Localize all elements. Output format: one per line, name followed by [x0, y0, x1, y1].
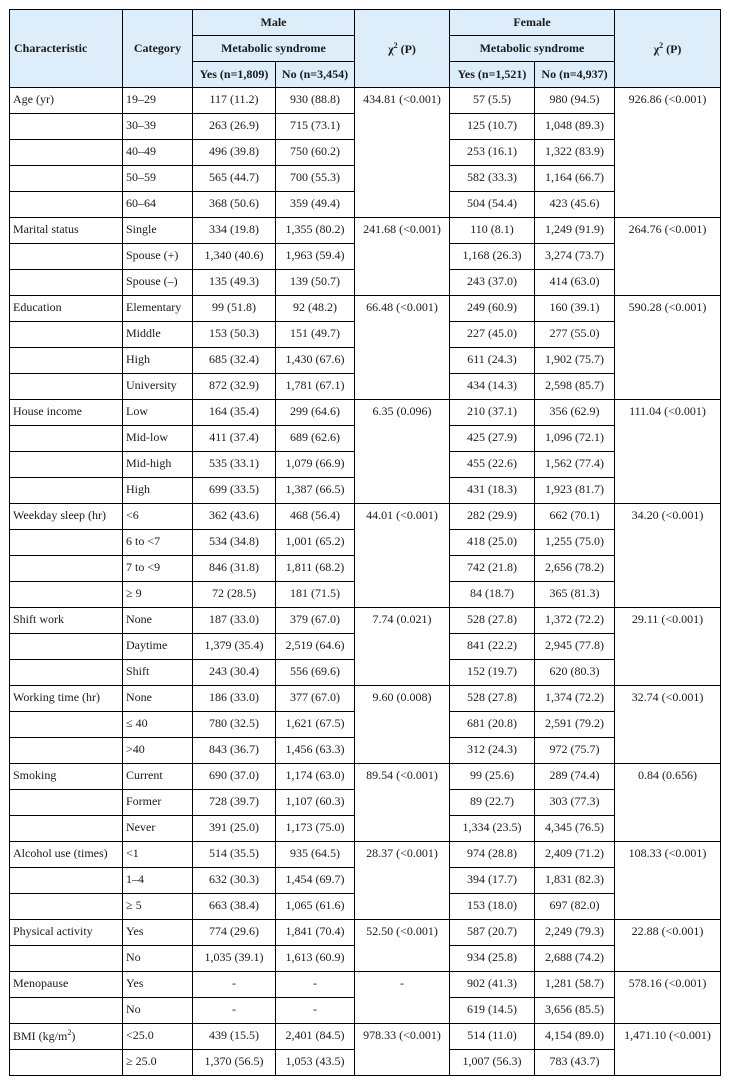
header-male-no: No (n=3,454)	[276, 62, 355, 88]
category-cell: <1	[123, 842, 193, 868]
category-cell: Daytime	[123, 634, 193, 660]
characteristic-cell: Shift work	[10, 608, 123, 634]
characteristic-cell: House income	[10, 400, 123, 426]
male-yes-cell: 514 (35.5)	[193, 842, 276, 868]
female-yes-cell: 227 (45.0)	[450, 322, 535, 348]
male-no-cell: 1,387 (66.5)	[276, 478, 355, 504]
characteristic-cell-empty	[10, 322, 123, 348]
category-cell: Current	[123, 764, 193, 790]
female-yes-cell: 434 (14.3)	[450, 374, 535, 400]
male-no-cell: 359 (49.4)	[276, 192, 355, 218]
header-characteristic: Characteristic	[10, 10, 123, 88]
male-chi-cell: -	[355, 972, 450, 1024]
category-cell: 19–29	[123, 88, 193, 114]
table-row	[10, 920, 721, 946]
characteristic-cell-empty	[10, 998, 123, 1024]
female-no-cell: 662 (70.1)	[535, 504, 615, 530]
male-no-cell: 1,454 (69.7)	[276, 868, 355, 894]
female-yes-cell: 89 (22.7)	[450, 790, 535, 816]
male-yes-cell: 153 (50.3)	[193, 322, 276, 348]
characteristic-cell: Physical activity	[10, 920, 123, 946]
category-cell: 7 to <9	[123, 556, 193, 582]
header-female: Female	[450, 10, 615, 36]
female-yes-cell: 125 (10.7)	[450, 114, 535, 140]
characteristic-cell-empty	[10, 816, 123, 842]
female-no-cell: 972 (75.7)	[535, 738, 615, 764]
male-yes-cell: 565 (44.7)	[193, 166, 276, 192]
male-no-cell: 1,841 (70.4)	[276, 920, 355, 946]
male-chi-cell: 241.68 (<0.001)	[355, 218, 450, 296]
male-no-cell: 377 (67.0)	[276, 686, 355, 712]
male-yes-cell: 187 (33.0)	[193, 608, 276, 634]
category-cell: High	[123, 348, 193, 374]
characteristic-cell-empty	[10, 946, 123, 972]
characteristic-cell: Education	[10, 296, 123, 322]
male-chi-cell: 89.54 (<0.001)	[355, 764, 450, 842]
male-no-cell: 1,811 (68.2)	[276, 556, 355, 582]
male-no-cell: 139 (50.7)	[276, 270, 355, 296]
characteristic-cell: Menopause	[10, 972, 123, 998]
female-yes-cell: 528 (27.8)	[450, 608, 535, 634]
female-no-cell: 1,562 (77.4)	[535, 452, 615, 478]
characteristic-cell: Age (yr)	[10, 88, 123, 114]
male-yes-cell: 534 (34.8)	[193, 530, 276, 556]
characteristic-cell: Working time (hr)	[10, 686, 123, 712]
male-yes-cell: 1,035 (39.1)	[193, 946, 276, 972]
header-female-chi: $\chi^2$ (P)	[615, 10, 721, 88]
female-yes-cell: 282 (29.9)	[450, 504, 535, 530]
characteristic-cell-empty	[10, 556, 123, 582]
category-cell: 40–49	[123, 140, 193, 166]
male-yes-cell: 164 (35.4)	[193, 400, 276, 426]
male-yes-cell: 843 (36.7)	[193, 738, 276, 764]
female-no-cell: 277 (55.0)	[535, 322, 615, 348]
female-yes-cell: 1,007 (56.3)	[450, 1050, 535, 1076]
female-yes-cell: 742 (21.8)	[450, 556, 535, 582]
category-cell: None	[123, 686, 193, 712]
category-cell: Single	[123, 218, 193, 244]
table-container	[9, 9, 721, 1076]
female-no-cell: 783 (43.7)	[535, 1050, 615, 1076]
male-no-cell: 92 (48.2)	[276, 296, 355, 322]
male-no-cell: 299 (64.6)	[276, 400, 355, 426]
characteristic-cell-empty	[10, 192, 123, 218]
female-yes-cell: 153 (18.0)	[450, 894, 535, 920]
female-yes-cell: 99 (25.6)	[450, 764, 535, 790]
characteristic-cell-empty	[10, 660, 123, 686]
characteristic-cell-empty	[10, 166, 123, 192]
header-female-no: No (n=4,937)	[535, 62, 615, 88]
female-no-cell: 1,255 (75.0)	[535, 530, 615, 556]
female-no-cell: 1,281 (58.7)	[535, 972, 615, 998]
category-cell: ≥ 9	[123, 582, 193, 608]
female-yes-cell: 1,334 (23.5)	[450, 816, 535, 842]
male-no-cell: 1,174 (63.0)	[276, 764, 355, 790]
male-yes-cell: 1,370 (56.5)	[193, 1050, 276, 1076]
category-cell: Mid-high	[123, 452, 193, 478]
male-yes-cell: 685 (32.4)	[193, 348, 276, 374]
female-no-cell: 980 (94.5)	[535, 88, 615, 114]
table-row	[10, 608, 721, 634]
characteristic-cell-empty	[10, 426, 123, 452]
category-cell: High	[123, 478, 193, 504]
female-chi-cell: 926.86 (<0.001)	[615, 88, 721, 218]
male-yes-cell: 663 (38.4)	[193, 894, 276, 920]
female-yes-cell: 210 (37.1)	[450, 400, 535, 426]
header-male: Male	[193, 10, 355, 36]
male-no-cell: 700 (55.3)	[276, 166, 355, 192]
category-cell: Middle	[123, 322, 193, 348]
female-yes-cell: 431 (18.3)	[450, 478, 535, 504]
female-chi-cell: 578.16 (<0.001)	[615, 972, 721, 1024]
female-chi-cell: 22.88 (<0.001)	[615, 920, 721, 972]
table-row	[10, 400, 721, 426]
characteristic-cell-empty	[10, 244, 123, 270]
category-cell: <25.0	[123, 1024, 193, 1050]
female-yes-cell: 243 (37.0)	[450, 270, 535, 296]
category-cell: Shift	[123, 660, 193, 686]
male-yes-cell: 846 (31.8)	[193, 556, 276, 582]
male-no-cell: 1,781 (67.1)	[276, 374, 355, 400]
male-yes-cell: 135 (49.3)	[193, 270, 276, 296]
female-no-cell: 2,688 (74.2)	[535, 946, 615, 972]
female-yes-cell: 934 (25.8)	[450, 946, 535, 972]
table-row	[10, 686, 721, 712]
female-yes-cell: 841 (22.2)	[450, 634, 535, 660]
category-cell: No	[123, 998, 193, 1024]
characteristic-cell-empty	[10, 868, 123, 894]
male-no-cell: 1,065 (61.6)	[276, 894, 355, 920]
male-yes-cell: 699 (33.5)	[193, 478, 276, 504]
female-yes-cell: 528 (27.8)	[450, 686, 535, 712]
male-yes-cell: 690 (37.0)	[193, 764, 276, 790]
female-no-cell: 423 (45.6)	[535, 192, 615, 218]
female-chi-cell: 590.28 (<0.001)	[615, 296, 721, 400]
male-no-cell: 930 (88.8)	[276, 88, 355, 114]
male-no-cell: 935 (64.5)	[276, 842, 355, 868]
category-cell: <6	[123, 504, 193, 530]
characteristic-cell-empty	[10, 140, 123, 166]
characteristic-cell-empty	[10, 478, 123, 504]
male-no-cell: 1,053 (43.5)	[276, 1050, 355, 1076]
characteristic-cell-empty	[10, 270, 123, 296]
category-cell: 6 to <7	[123, 530, 193, 556]
male-yes-cell: 496 (39.8)	[193, 140, 276, 166]
male-chi-cell: 28.37 (<0.001)	[355, 842, 450, 920]
male-no-cell: 2,519 (64.6)	[276, 634, 355, 660]
characteristic-cell-empty	[10, 530, 123, 556]
category-cell: Spouse (+)	[123, 244, 193, 270]
female-chi-cell: 32.74 (<0.001)	[615, 686, 721, 764]
female-no-cell: 3,656 (85.5)	[535, 998, 615, 1024]
female-no-cell: 2,249 (79.3)	[535, 920, 615, 946]
male-yes-cell: 368 (50.6)	[193, 192, 276, 218]
table-row	[10, 296, 721, 322]
female-no-cell: 303 (77.3)	[535, 790, 615, 816]
male-yes-cell: 411 (37.4)	[193, 426, 276, 452]
category-cell: Mid-low	[123, 426, 193, 452]
characteristic-cell: Alcohol use (times)	[10, 842, 123, 868]
female-yes-cell: 394 (17.7)	[450, 868, 535, 894]
female-yes-cell: 455 (22.6)	[450, 452, 535, 478]
female-no-cell: 1,096 (72.1)	[535, 426, 615, 452]
female-no-cell: 2,591 (79.2)	[535, 712, 615, 738]
female-yes-cell: 619 (14.5)	[450, 998, 535, 1024]
male-no-cell: 1,355 (80.2)	[276, 218, 355, 244]
category-cell: 60–64	[123, 192, 193, 218]
header-female-metabolic: Metabolic syndrome	[450, 36, 615, 62]
male-yes-cell: 728 (39.7)	[193, 790, 276, 816]
female-no-cell: 1,902 (75.7)	[535, 348, 615, 374]
category-cell: Former	[123, 790, 193, 816]
male-no-cell: 750 (60.2)	[276, 140, 355, 166]
header-male-chi: $\chi^2$ (P)	[355, 10, 450, 88]
characteristic-cell-empty	[10, 634, 123, 660]
male-no-cell: 1,456 (63.3)	[276, 738, 355, 764]
male-no-cell: 1,613 (60.9)	[276, 946, 355, 972]
metabolic-syndrome-table	[9, 9, 721, 1076]
male-yes-cell: 334 (19.8)	[193, 218, 276, 244]
male-chi-cell: 66.48 (<0.001)	[355, 296, 450, 400]
table-body	[10, 88, 721, 1076]
female-no-cell: 1,923 (81.7)	[535, 478, 615, 504]
characteristic-cell: Weekday sleep (hr)	[10, 504, 123, 530]
female-yes-cell: 312 (24.3)	[450, 738, 535, 764]
male-chi-cell: 44.01 (<0.001)	[355, 504, 450, 608]
female-chi-cell: 264.76 (<0.001)	[615, 218, 721, 296]
female-no-cell: 1,164 (66.7)	[535, 166, 615, 192]
female-yes-cell: 582 (33.3)	[450, 166, 535, 192]
female-chi-cell: 29.11 (<0.001)	[615, 608, 721, 686]
female-yes-cell: 425 (27.9)	[450, 426, 535, 452]
characteristic-cell-empty	[10, 712, 123, 738]
table-row	[10, 972, 721, 998]
header-male-metabolic: Metabolic syndrome	[193, 36, 355, 62]
male-no-cell: 181 (71.5)	[276, 582, 355, 608]
category-cell: >40	[123, 738, 193, 764]
female-yes-cell: 84 (18.7)	[450, 582, 535, 608]
female-chi-cell: 111.04 (<0.001)	[615, 400, 721, 504]
female-yes-cell: 57 (5.5)	[450, 88, 535, 114]
table-row	[10, 504, 721, 530]
male-yes-cell: -	[193, 972, 276, 998]
female-no-cell: 3,274 (73.7)	[535, 244, 615, 270]
male-no-cell: 151 (49.7)	[276, 322, 355, 348]
male-no-cell: 1,963 (59.4)	[276, 244, 355, 270]
male-yes-cell: 72 (28.5)	[193, 582, 276, 608]
female-yes-cell: 152 (19.7)	[450, 660, 535, 686]
category-cell: 1–4	[123, 868, 193, 894]
female-no-cell: 1,831 (82.3)	[535, 868, 615, 894]
category-cell: ≥ 5	[123, 894, 193, 920]
female-no-cell: 356 (62.9)	[535, 400, 615, 426]
female-no-cell: 697 (82.0)	[535, 894, 615, 920]
header-male-yes: Yes (n=1,809)	[193, 62, 276, 88]
male-chi-cell: 978.33 (<0.001)	[355, 1024, 450, 1076]
category-cell: Low	[123, 400, 193, 426]
male-no-cell: 1,430 (67.6)	[276, 348, 355, 374]
male-chi-cell: 52.50 (<0.001)	[355, 920, 450, 972]
characteristic-cell-empty	[10, 374, 123, 400]
male-yes-cell: 872 (32.9)	[193, 374, 276, 400]
female-yes-cell: 611 (24.3)	[450, 348, 535, 374]
male-yes-cell: 117 (11.2)	[193, 88, 276, 114]
table-row	[10, 842, 721, 868]
female-chi-cell: 108.33 (<0.001)	[615, 842, 721, 920]
female-yes-cell: 514 (11.0)	[450, 1024, 535, 1050]
female-yes-cell: 504 (54.4)	[450, 192, 535, 218]
male-no-cell: 715 (73.1)	[276, 114, 355, 140]
female-no-cell: 4,154 (89.0)	[535, 1024, 615, 1050]
male-yes-cell: -	[193, 998, 276, 1024]
female-no-cell: 2,656 (78.2)	[535, 556, 615, 582]
characteristic-cell-empty	[10, 114, 123, 140]
male-chi-cell: 434.81 (<0.001)	[355, 88, 450, 218]
male-no-cell: 556 (69.6)	[276, 660, 355, 686]
male-no-cell: 1,079 (66.9)	[276, 452, 355, 478]
female-no-cell: 289 (74.4)	[535, 764, 615, 790]
male-no-cell: 468 (56.4)	[276, 504, 355, 530]
characteristic-cell-empty	[10, 582, 123, 608]
female-no-cell: 620 (80.3)	[535, 660, 615, 686]
female-no-cell: 414 (63.0)	[535, 270, 615, 296]
female-no-cell: 1,374 (72.2)	[535, 686, 615, 712]
male-no-cell: -	[276, 972, 355, 998]
category-cell: Yes	[123, 972, 193, 998]
characteristic-cell: Smoking	[10, 764, 123, 790]
male-yes-cell: 186 (33.0)	[193, 686, 276, 712]
female-chi-cell: 1,471.10 (<0.001)	[615, 1024, 721, 1076]
female-yes-cell: 418 (25.0)	[450, 530, 535, 556]
table-row	[10, 1024, 721, 1050]
characteristic-cell-empty	[10, 1050, 123, 1076]
female-no-cell: 1,048 (89.3)	[535, 114, 615, 140]
male-no-cell: 1,173 (75.0)	[276, 816, 355, 842]
table-row	[10, 88, 721, 114]
female-yes-cell: 1,168 (26.3)	[450, 244, 535, 270]
male-chi-cell: 9.60 (0.008)	[355, 686, 450, 764]
female-no-cell: 2,598 (85.7)	[535, 374, 615, 400]
category-cell: 50–59	[123, 166, 193, 192]
category-cell: None	[123, 608, 193, 634]
male-no-cell: 689 (62.6)	[276, 426, 355, 452]
female-no-cell: 2,409 (71.2)	[535, 842, 615, 868]
header-female-yes: Yes (n=1,521)	[450, 62, 535, 88]
male-yes-cell: 1,340 (40.6)	[193, 244, 276, 270]
male-no-cell: 1,621 (67.5)	[276, 712, 355, 738]
male-yes-cell: 1,379 (35.4)	[193, 634, 276, 660]
female-yes-cell: 253 (16.1)	[450, 140, 535, 166]
category-cell: Never	[123, 816, 193, 842]
female-no-cell: 160 (39.1)	[535, 296, 615, 322]
category-cell: ≤ 40	[123, 712, 193, 738]
male-yes-cell: 780 (32.5)	[193, 712, 276, 738]
category-cell: University	[123, 374, 193, 400]
female-yes-cell: 681 (20.8)	[450, 712, 535, 738]
male-yes-cell: 263 (26.9)	[193, 114, 276, 140]
female-no-cell: 1,372 (72.2)	[535, 608, 615, 634]
male-yes-cell: 362 (43.6)	[193, 504, 276, 530]
category-cell: 30–39	[123, 114, 193, 140]
characteristic-cell-empty	[10, 790, 123, 816]
female-yes-cell: 249 (60.9)	[450, 296, 535, 322]
female-no-cell: 1,249 (91.9)	[535, 218, 615, 244]
female-chi-cell: 0.84 (0.656)	[615, 764, 721, 842]
female-no-cell: 2,945 (77.8)	[535, 634, 615, 660]
male-no-cell: 2,401 (84.5)	[276, 1024, 355, 1050]
characteristic-cell-empty	[10, 348, 123, 374]
male-no-cell: 1,001 (65.2)	[276, 530, 355, 556]
characteristic-cell-empty	[10, 452, 123, 478]
category-cell: ≥ 25.0	[123, 1050, 193, 1076]
female-yes-cell: 587 (20.7)	[450, 920, 535, 946]
female-chi-cell: 34.20 (<0.001)	[615, 504, 721, 608]
female-yes-cell: 974 (28.8)	[450, 842, 535, 868]
male-chi-cell: 6.35 (0.096)	[355, 400, 450, 504]
table-row	[10, 218, 721, 244]
characteristic-cell-empty	[10, 894, 123, 920]
header-category: Category	[123, 10, 193, 88]
characteristic-cell: Marital status	[10, 218, 123, 244]
table-row	[10, 764, 721, 790]
category-cell: No	[123, 946, 193, 972]
male-yes-cell: 632 (30.3)	[193, 868, 276, 894]
characteristic-cell: BMI $(kg/m^2)$	[10, 1024, 123, 1050]
male-yes-cell: 99 (51.8)	[193, 296, 276, 322]
male-no-cell: 1,107 (60.3)	[276, 790, 355, 816]
category-cell: Yes	[123, 920, 193, 946]
male-chi-cell: 7.74 (0.021)	[355, 608, 450, 686]
male-no-cell: -	[276, 998, 355, 1024]
female-no-cell: 365 (81.3)	[535, 582, 615, 608]
characteristic-cell-empty	[10, 738, 123, 764]
female-yes-cell: 902 (41.3)	[450, 972, 535, 998]
female-yes-cell: 110 (8.1)	[450, 218, 535, 244]
male-yes-cell: 774 (29.6)	[193, 920, 276, 946]
female-no-cell: 4,345 (76.5)	[535, 816, 615, 842]
female-no-cell: 1,322 (83.9)	[535, 140, 615, 166]
category-cell: Elementary	[123, 296, 193, 322]
male-no-cell: 379 (67.0)	[276, 608, 355, 634]
male-yes-cell: 535 (33.1)	[193, 452, 276, 478]
male-yes-cell: 391 (25.0)	[193, 816, 276, 842]
male-yes-cell: 243 (30.4)	[193, 660, 276, 686]
male-yes-cell: 439 (15.5)	[193, 1024, 276, 1050]
category-cell: Spouse (–)	[123, 270, 193, 296]
